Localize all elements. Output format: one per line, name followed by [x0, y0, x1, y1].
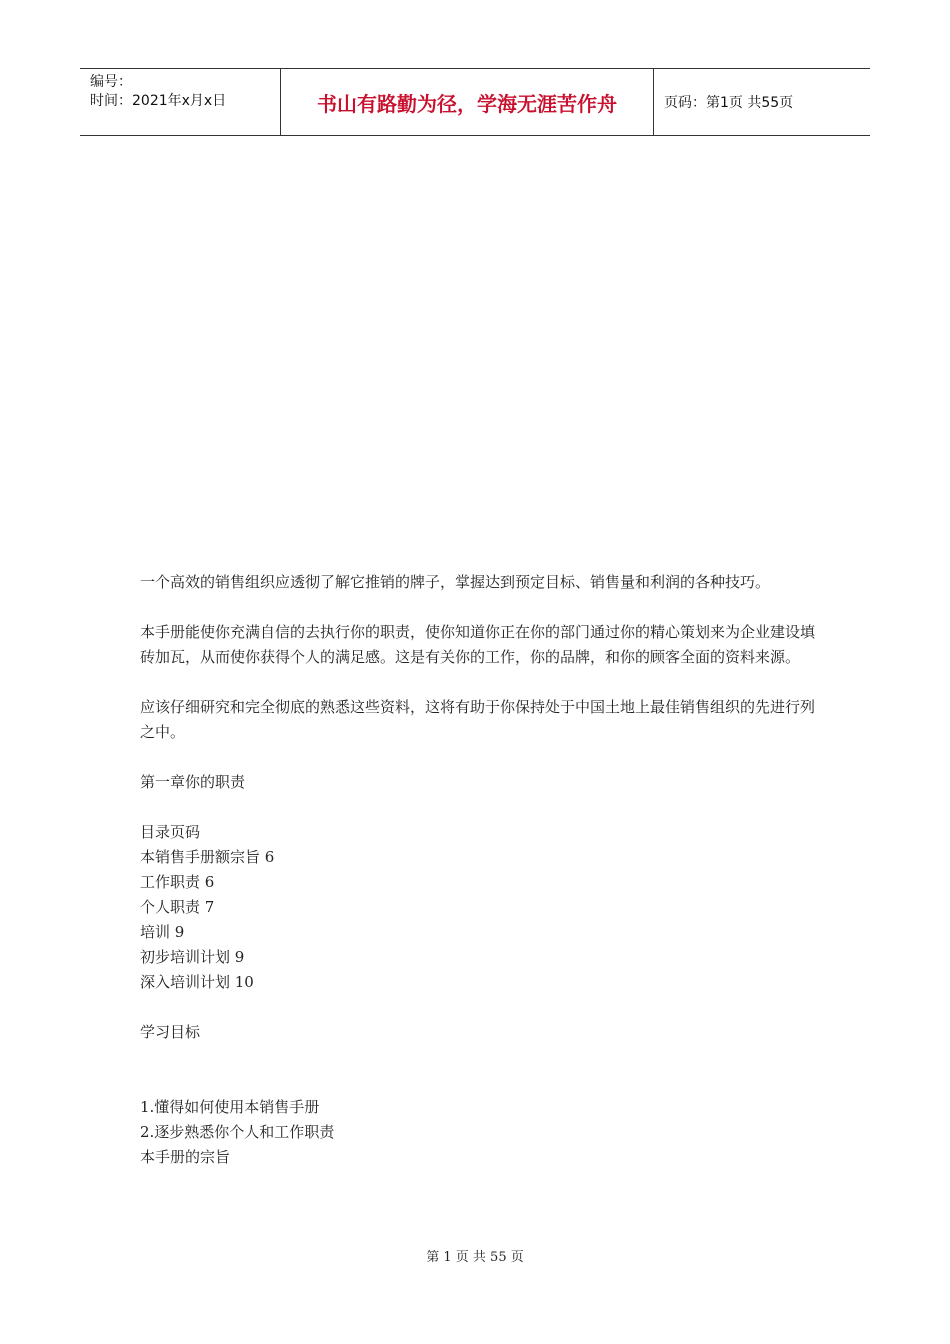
objective-item: 2.逐步熟悉你个人和工作职责 [140, 1123, 335, 1141]
section-title: 本手册的宗旨 [140, 1148, 231, 1166]
toc-heading: 目录页码 [140, 823, 201, 841]
toc-item: 个人职责 7 [140, 898, 215, 916]
intro-paragraph-3: 应该仔细研究和完全彻底的熟悉这些资料，这将有助于你保持处于中国土地上最佳销售组织的先进行列之中。 [140, 698, 816, 741]
doc-time-label: 时间：2021年x月x日 [90, 93, 227, 109]
header-meta [80, 69, 281, 135]
page-header [80, 68, 870, 136]
toc-item: 培训 9 [140, 923, 185, 941]
toc-item: 本销售手册额宗旨 6 [140, 848, 275, 866]
toc-item: 深入培训计划 10 [140, 973, 254, 991]
objective-item: 1.懂得如何使用本销售手册 [140, 1098, 320, 1116]
doc-id-label: 编号： [90, 74, 132, 90]
objectives-heading: 学习目标 [140, 1023, 201, 1041]
toc-item: 工作职责 6 [140, 873, 215, 891]
page-footer: 第 1 页 共 55 页 [426, 1250, 524, 1265]
intro-paragraph-1: 一个高效的销售组织应透彻了解它推销的牌子，掌握达到预定目标、销售量和利润的各种技巧。 [140, 573, 771, 591]
intro-paragraph-2: 本手册能使你充满自信的去执行你的职责，使你知道你正在你的部门通过你的精心策划来为企业建设填砖加瓦，从而使你获得个人的满足感。这是有关你的工作，你的品牌，和你的顾客全面的资料来源。 [140, 623, 816, 666]
header-motto: 书山有路勤为径，学海无涯苦作舟 [281, 69, 654, 135]
table-of-contents [140, 820, 820, 995]
chapter-title: 第一章你的职责 [140, 773, 246, 791]
header-page-info: 页码：第1页 共55页 [664, 95, 794, 111]
toc-item: 初步培训计划 9 [140, 948, 245, 966]
document-body [140, 570, 820, 1170]
spacer [140, 1045, 820, 1095]
